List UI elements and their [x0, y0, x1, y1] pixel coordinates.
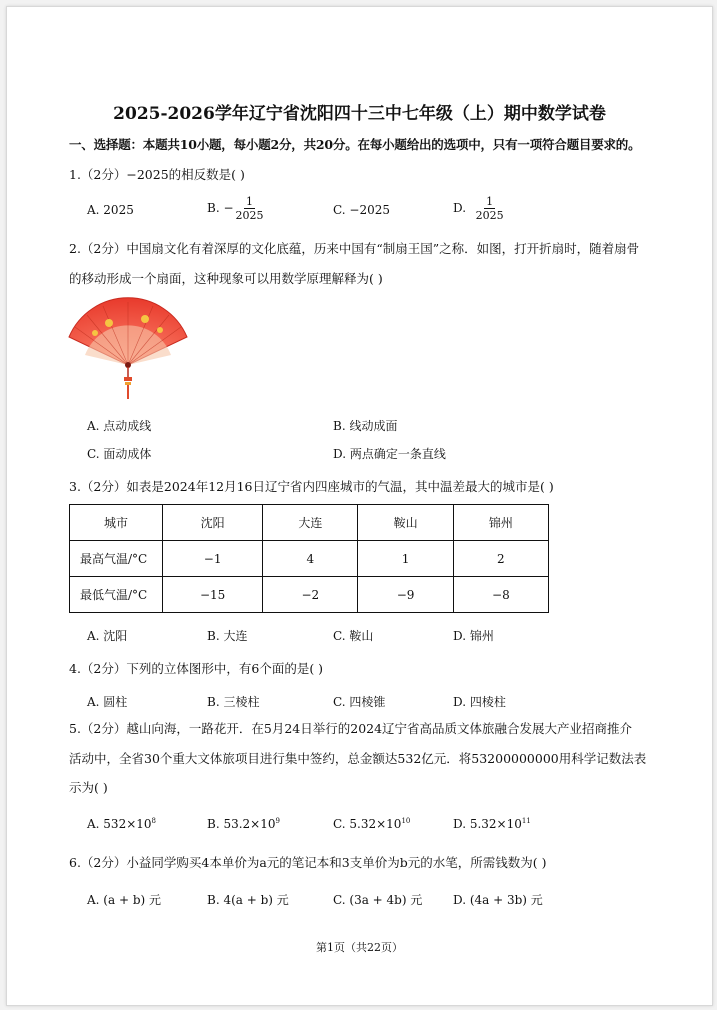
table-header-cell: 大连: [263, 505, 358, 541]
question-1-option-c: C. −2025: [333, 203, 390, 217]
page-footer: 第1页（共22页）: [316, 941, 403, 954]
table-cell: −2: [263, 577, 358, 613]
question-6-option-c: C. (3a + 4b) 元: [333, 893, 423, 907]
folding-fan-image: [65, 297, 191, 401]
table-header-cell: 锦州: [453, 505, 548, 541]
question-6-option-b: B. 4(a + b) 元: [207, 893, 289, 907]
question-4-option-d: D. 四棱柱: [453, 695, 506, 709]
question-3-option-b: B. 大连: [207, 629, 248, 643]
question-2-option-a: A. 点动成线: [87, 419, 152, 433]
question-5-option-b: B. $53.2\times 10^9$: [207, 817, 280, 831]
table-header-cell: 鞍山: [358, 505, 453, 541]
question-4-stem: 4.（2分）下列的立体图形中，有6个面的是( ): [69, 661, 324, 676]
question-4-option-c: C. 四棱锥: [333, 695, 386, 709]
question-4-option-b: B. 三棱柱: [207, 695, 260, 709]
table-cell: 2: [453, 541, 548, 577]
question-1-option-a: A. 2025: [87, 203, 134, 217]
table-row: [70, 541, 549, 577]
table-header-row: [70, 505, 549, 541]
table-row-label: 最高气温/°C: [70, 541, 163, 577]
table-header-cell: 城市: [70, 505, 163, 541]
question-5-stem-line2: 活动中，全省30个重大文体旅项目进行集中签约，总金额达532亿元．将53200000000用科学记数法表: [69, 751, 647, 766]
question-2-stem-line1: 2.（2分）中国扇文化有着深厚的文化底蕴，历来中国有“制扇王国”之称．如图，打开折扇时，随着扇骨: [69, 241, 640, 256]
question-3-stem: 3.（2分）如表是2024年12月16日辽宁省内四座城市的气温，其中温差最大的城市是( ): [69, 479, 554, 494]
question-3-option-d: D. 锦州: [453, 629, 494, 643]
table-header-cell: 沈阳: [163, 505, 263, 541]
question-2-option-c: C. 面动成体: [87, 447, 152, 461]
table-cell: 1: [358, 541, 453, 577]
table-row: [70, 577, 549, 613]
question-5-option-c: C. $5.32\times 10^{10}$: [333, 817, 411, 831]
table-cell: −15: [163, 577, 263, 613]
question-3-option-a: A. 沈阳: [87, 629, 128, 643]
question-2-stem-line2: 的移动形成一个扇面，这种现象可以用数学原理解释为( ): [69, 271, 383, 286]
table-cell: −8: [453, 577, 548, 613]
question-5-option-d: D. $5.32\times 10^{11}$: [453, 817, 531, 831]
section-heading: 一、选择题：本题共10小题，每小题2分，共20分。在每小题给出的选项中，只有一项符合题目要求的。: [69, 137, 641, 152]
temperature-table: [69, 504, 549, 613]
question-3-option-c: C. 鞍山: [333, 629, 374, 643]
question-1-option-d: D. $\frac{1}{2025}$: [453, 195, 504, 222]
question-6-option-d: D. (4a + 3b) 元: [453, 893, 543, 907]
table-cell: 4: [263, 541, 358, 577]
question-1-stem: 1.（2分）−2025的相反数是( ): [69, 167, 245, 182]
table-cell: −1: [163, 541, 263, 577]
exam-page: [6, 6, 713, 1006]
question-5-stem-line3: 示为( ): [69, 780, 108, 795]
table-cell: −9: [358, 577, 453, 613]
question-4-option-a: A. 圆柱: [87, 695, 128, 709]
question-5-option-a: A. $532\times 10^8$: [87, 817, 156, 831]
exam-title: 2025-2026学年辽宁省沈阳四十三中七年级（上）期中数学试卷: [113, 104, 606, 124]
question-6-option-a: A. (a + b) 元: [87, 893, 161, 907]
table-row-label: 最低气温/°C: [70, 577, 163, 613]
question-6-stem: 6.（2分）小益同学购买4本单价为a元的笔记本和3支单价为b元的水笔，所需钱数为( ): [69, 855, 547, 870]
question-2-option-d: D. 两点确定一条直线: [333, 447, 446, 461]
question-1-option-b: B. − $\frac{1}{2025}$: [207, 195, 264, 222]
question-2-option-b: B. 线动成面: [333, 419, 398, 433]
question-5-stem-line1: 5.（2分）越山向海，一路花开．在5月24日举行的2024辽宁省高品质文体旅融合发展大产业招商推介: [69, 721, 633, 736]
